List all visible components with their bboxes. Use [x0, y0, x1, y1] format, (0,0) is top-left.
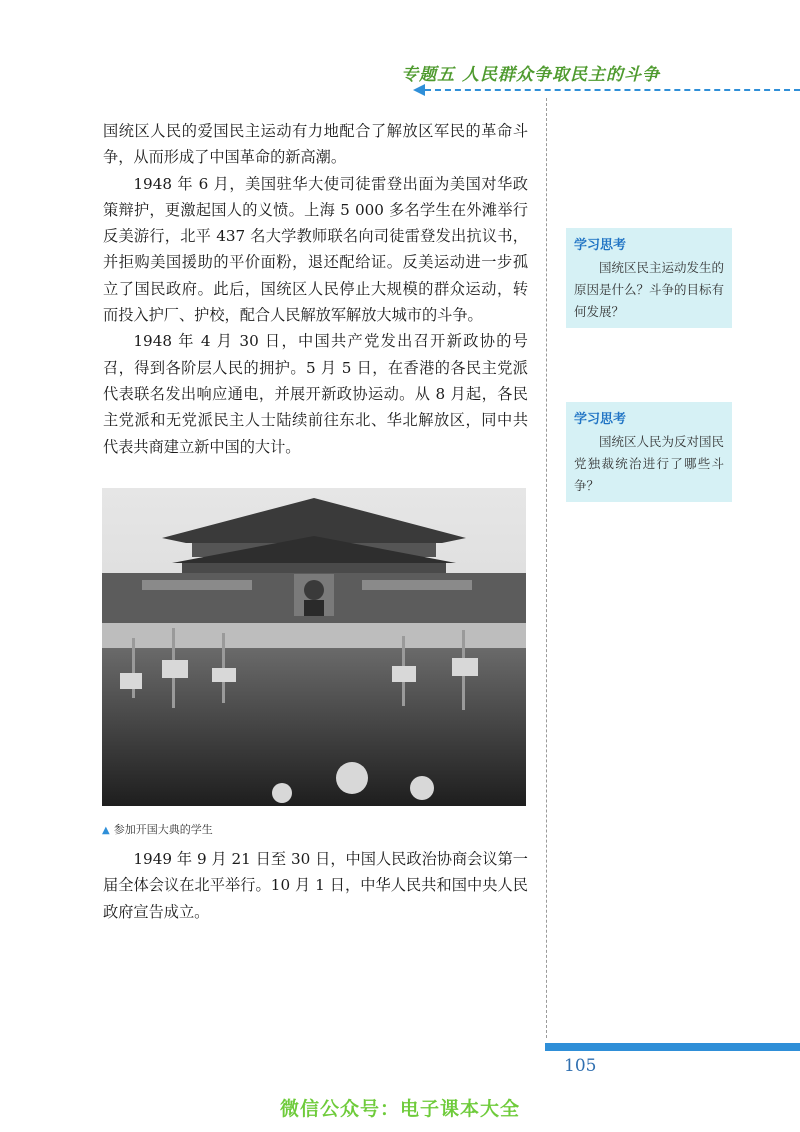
watermark: 微信公众号：电子课本大全: [279, 1098, 520, 1120]
footer-bar: [545, 1043, 800, 1051]
chapter-title: 专题五 人民群众争取民主的斗争: [401, 65, 660, 85]
study-question-box: [566, 402, 732, 502]
main-text-top: [103, 118, 528, 460]
figure-caption: [102, 821, 213, 837]
paragraph: 1948 年 6 月，美国驻华大使司徒雷登出面为美国对华政策辩护，更激起国人的义愤。上海 5 000 多名学生在外滩举行反美游行，北平 437 名大学教师联名向司徒雷登发出抗议书，并拒购美国援助的平价面粉，退还配给证。反美运动进一步孤立了国民政府。此后，国统区人民停止大规模的群众运动，转而投入护厂、护校，配合人民解放军解放大城市的斗争。: [103, 174, 528, 325]
paragraph: 1949 年 9 月 21 日至 30 日，中国人民政治协商会议第一届全体会议在北平举行。10 月 1 日，中华人民共和国中央人民政府宣告成立。: [103, 850, 528, 921]
caption-text: 参加开国大典的学生: [113, 823, 213, 836]
triangle-icon: ▲: [102, 825, 110, 836]
founding-ceremony-photo: [102, 488, 526, 806]
main-text-bottom: [103, 846, 528, 925]
box-text: 国统区人民为反对国民党独裁统治进行了哪些斗争？: [574, 434, 725, 493]
header-arrow-icon: [413, 84, 425, 96]
header-divider: [425, 89, 800, 91]
paragraph: 国统区人民的爱国民主运动有力地配合了解放区军民的革命斗争，从而形成了中国革命的新高潮。: [103, 122, 528, 167]
paragraph: 1948 年 4 月 30 日，中国共产党发出召开新政协的号召，得到各阶层人民的拥护。5 月 5 日，在香港的各民主党派代表联名发出响应通电，并展开新政协运动。从 8 月起，各民主党派和无党派民主人士陆续前往东北、华北解放区，同中共代表共商建立新中国的大计。: [103, 332, 528, 456]
study-question-box: [566, 228, 732, 328]
box-title: 学习思考: [574, 238, 627, 253]
box-title: 学习思考: [574, 412, 627, 427]
page-number: 105: [564, 1056, 597, 1076]
margin-divider: [546, 98, 547, 1038]
box-text: 国统区民主运动发生的原因是什么？斗争的目标有何发展？: [574, 260, 725, 319]
